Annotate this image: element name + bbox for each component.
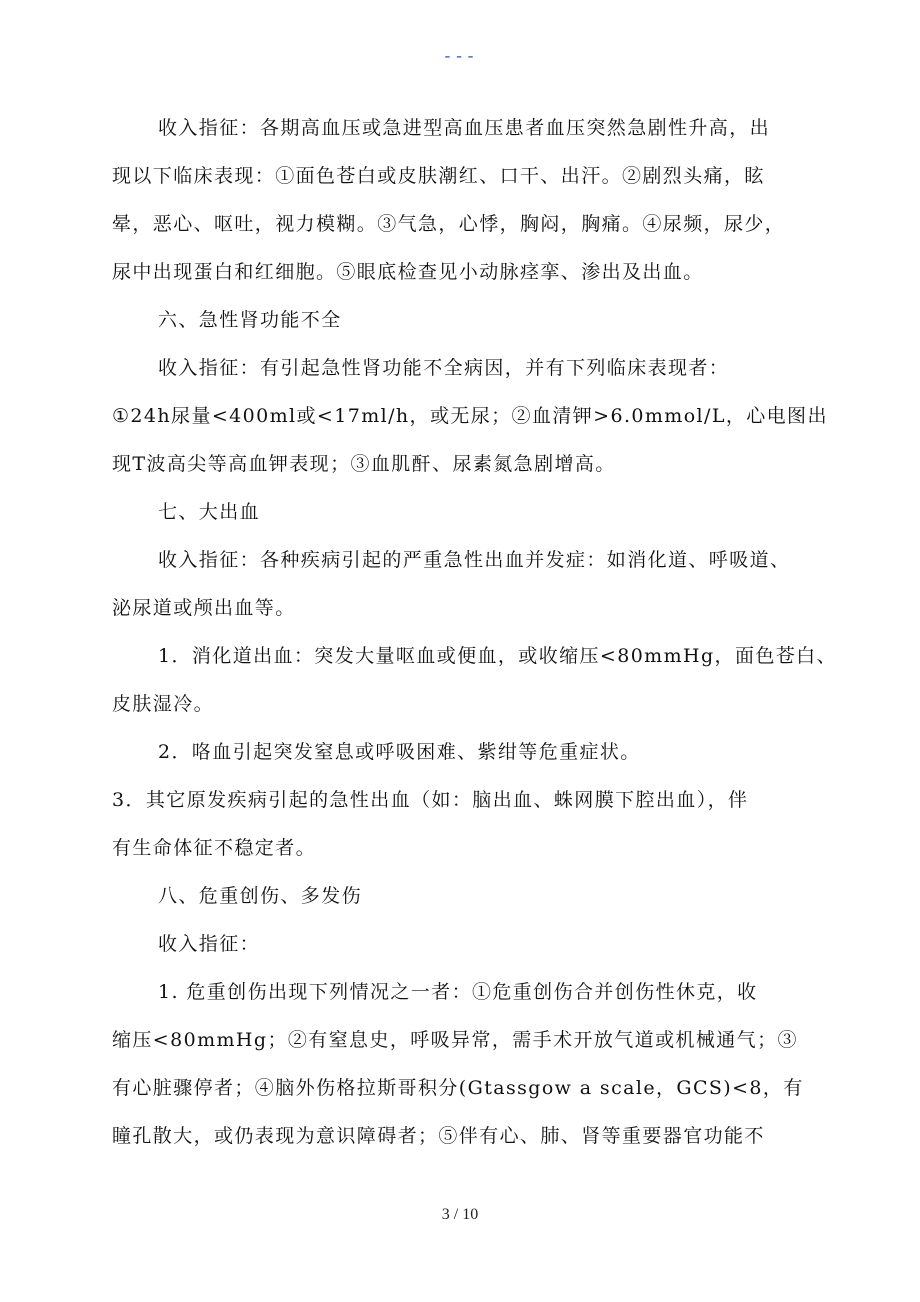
- list-item-line: 3．其它原发疾病引起的急性出血（如：脑出血、蛛网膜下腔出血），伴: [112, 789, 749, 811]
- paragraph-line: 收入指征：: [158, 933, 261, 955]
- document-body: [112, 116, 837, 1172]
- section-heading: 七、大出血: [158, 501, 261, 523]
- list-item-line: 缩压<80mmHg；②有窒息史，呼吸异常，需手术开放气道或机械通气；③: [112, 1029, 798, 1051]
- paragraph-line: 现T波高尖等高血钾表现；③血肌酐、尿素氮急剧增高。: [112, 453, 616, 475]
- section-heading: 六、急性肾功能不全: [158, 309, 342, 331]
- paragraph-line: 现以下临床表现：①面色苍白或皮肤潮红、口干、出汗。②剧烈头痛，眩: [112, 165, 765, 187]
- list-item-line: 有心脏骤停者；④脑外伤格拉斯哥积分(Gtassgow a scale，GCS)<8，有: [112, 1077, 804, 1099]
- paragraph-line: ①24h尿量<400ml或<17ml/h，或无尿；②血清钾>6.0mmol/L，心电图出: [112, 405, 828, 427]
- paragraph-line: 收入指征：各期高血压或急进型高血压患者血压突然急剧性升高，出: [158, 117, 771, 139]
- section-heading: 八、危重创伤、多发伤: [158, 885, 363, 907]
- list-item-line: 有生命体征不稳定者。: [112, 837, 317, 859]
- paragraph-line: 泌尿道或颅出血等。: [112, 597, 296, 619]
- paragraph-line: 尿中出现蛋白和红细胞。⑤眼底检查见小动脉痉挛、渗出及出血。: [112, 261, 704, 283]
- list-item-line: 1．消化道出血：突发大量呕血或便血，或收缩压<80mmHg，面色苍白、: [158, 645, 837, 667]
- page-number: 3 / 10: [441, 1206, 479, 1223]
- list-item-line: 瞳孔散大，或仍表现为意识障碍者；⑤伴有心、肺、肾等重要器官功能不: [112, 1125, 765, 1147]
- paragraph-line: 晕，恶心、呕吐，视力模糊。③气急，心悸，胸闷，胸痛。④尿频，尿少，: [112, 213, 786, 235]
- paragraph-line: 收入指征：有引起急性肾功能不全病因，并有下列临床表现者：: [158, 357, 730, 379]
- paragraph-line: 收入指征：各种疾病引起的严重急性出血并发症：如消化道、呼吸道、: [158, 549, 791, 571]
- header-mark: ---: [442, 48, 478, 66]
- list-item-line: 1. 危重创伤出现下列情况之一者：①危重创伤合并创伤性休克，收: [158, 981, 758, 1003]
- list-item-line: 皮肤湿冷。: [112, 693, 215, 715]
- list-item-line: 2．咯血引起突发窒息或呼吸困难、紫绀等危重症状。: [158, 741, 641, 763]
